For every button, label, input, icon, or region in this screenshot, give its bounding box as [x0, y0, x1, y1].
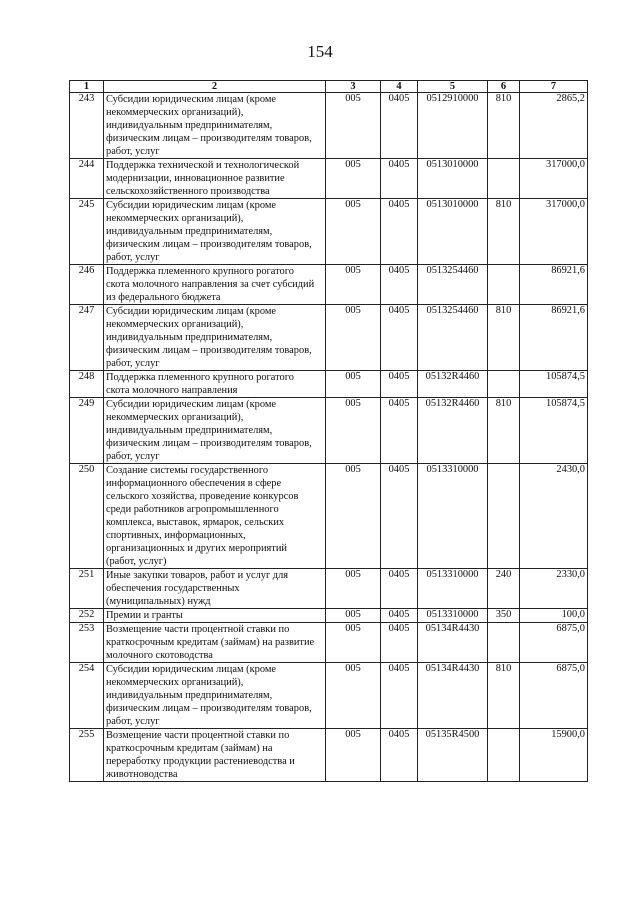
- row-name-line: Поддержка племенного крупного рогатого: [106, 372, 294, 383]
- row-name-line: Субсидии юридическим лицам (кроме: [106, 94, 277, 105]
- row-name: [104, 159, 326, 199]
- row-amount: 6875,0: [520, 663, 588, 729]
- row-number: 254: [70, 663, 104, 729]
- table-row: [70, 265, 588, 305]
- table-row: [70, 159, 588, 199]
- row-name: [104, 398, 326, 464]
- row-name-line: физическим лицам – производителям товаров,: [106, 345, 312, 356]
- row-name-line: некоммерческих организаций),: [106, 213, 244, 224]
- row-name-line: работ, услуг: [106, 358, 160, 369]
- row-name-line: краткосрочным кредитам (займам) на развитие: [106, 637, 315, 648]
- row-number: 253: [70, 623, 104, 663]
- row-name-line: физическим лицам – производителям товаров,: [106, 133, 312, 144]
- row-number: 246: [70, 265, 104, 305]
- ministry-code: 005: [326, 398, 381, 464]
- expense-type-code: [488, 729, 520, 782]
- row-name-line: спортивных, информационных,: [106, 530, 246, 541]
- target-article-code: 0513010000: [418, 199, 488, 265]
- row-amount: 100,0: [520, 609, 588, 623]
- row-name-line: модернизации, инновационное развитие: [106, 173, 285, 184]
- row-amount: 105874,5: [520, 371, 588, 398]
- row-name-line: Субсидии юридическим лицам (кроме: [106, 399, 277, 410]
- row-amount: 2430,0: [520, 464, 588, 569]
- row-amount: 317000,0: [520, 199, 588, 265]
- row-name-line: краткосрочным кредитам (займам) на: [106, 743, 273, 754]
- target-article-code: 0513254460: [418, 305, 488, 371]
- expense-type-code: 350: [488, 609, 520, 623]
- table-row: [70, 464, 588, 569]
- expense-type-code: [488, 159, 520, 199]
- target-article-code: 0513310000: [418, 464, 488, 569]
- section-code: 0405: [381, 93, 418, 159]
- ministry-code: 005: [326, 729, 381, 782]
- row-name-line: индивидуальным предпринимателям,: [106, 120, 273, 131]
- row-name-line: физическим лицам – производителям товаров,: [106, 239, 312, 250]
- table-row: [70, 305, 588, 371]
- row-name-line: комплекса, выставок, ярмарок, сельских: [106, 517, 285, 528]
- table-row: [70, 93, 588, 159]
- target-article-code: 0513010000: [418, 159, 488, 199]
- row-name-line: сельскохозяйственного производства: [106, 186, 270, 197]
- row-name-line: организационных и других мероприятий: [106, 543, 287, 554]
- target-article-code: 05132R4460: [418, 398, 488, 464]
- ministry-code: 005: [326, 569, 381, 609]
- row-number: 247: [70, 305, 104, 371]
- row-name-line: скота молочного направления за счет субсидий: [106, 279, 315, 290]
- target-article-code: 05134R4430: [418, 623, 488, 663]
- row-amount: 86921,6: [520, 265, 588, 305]
- row-name-line: Субсидии юридическим лицам (кроме: [106, 200, 277, 211]
- expense-type-code: 240: [488, 569, 520, 609]
- row-name-line: Возмещение части процентной ставки по: [106, 624, 290, 635]
- section-code: 0405: [381, 398, 418, 464]
- row-name: [104, 663, 326, 729]
- row-name: [104, 569, 326, 609]
- section-code: 0405: [381, 371, 418, 398]
- section-code: 0405: [381, 159, 418, 199]
- target-article-code: 05132R4460: [418, 371, 488, 398]
- table-row: [70, 199, 588, 265]
- table-row: [70, 663, 588, 729]
- row-name-line: Поддержка технической и технологической: [106, 160, 300, 171]
- section-code: 0405: [381, 199, 418, 265]
- column-header-1: 1: [70, 81, 104, 93]
- ministry-code: 005: [326, 159, 381, 199]
- section-code: 0405: [381, 623, 418, 663]
- ministry-code: 005: [326, 609, 381, 623]
- row-name: [104, 371, 326, 398]
- ministry-code: 005: [326, 265, 381, 305]
- expense-type-code: 810: [488, 199, 520, 265]
- ministry-code: 005: [326, 305, 381, 371]
- row-name-line: скота молочного направления: [106, 385, 238, 396]
- table-row: [70, 729, 588, 782]
- table-row: [70, 609, 588, 623]
- column-header-3: 3: [326, 81, 381, 93]
- row-number: 244: [70, 159, 104, 199]
- row-name-line: работ, услуг: [106, 146, 160, 157]
- row-name-line: работ, услуг: [106, 716, 160, 727]
- row-name-line: индивидуальным предпринимателям,: [106, 226, 273, 237]
- row-amount: 2330,0: [520, 569, 588, 609]
- section-code: 0405: [381, 569, 418, 609]
- target-article-code: 0513254460: [418, 265, 488, 305]
- target-article-code: 0513310000: [418, 609, 488, 623]
- row-name-line: Создание системы государственного: [106, 465, 269, 476]
- column-header-6: 6: [488, 81, 520, 93]
- page-number: 154: [307, 42, 333, 61]
- expense-type-code: 810: [488, 398, 520, 464]
- expense-type-code: [488, 623, 520, 663]
- row-number: 249: [70, 398, 104, 464]
- row-name-line: животноводства: [106, 769, 178, 780]
- column-header-2: 2: [104, 81, 326, 93]
- row-name-line: физическим лицам – производителям товаров,: [106, 438, 312, 449]
- column-header-7: 7: [520, 81, 588, 93]
- table-row: [70, 569, 588, 609]
- target-article-code: 0512910000: [418, 93, 488, 159]
- row-name-line: сельского хозяйства, проведение конкурсов: [106, 491, 299, 502]
- ministry-code: 005: [326, 371, 381, 398]
- row-number: 250: [70, 464, 104, 569]
- section-code: 0405: [381, 305, 418, 371]
- target-article-code: 05135R4500: [418, 729, 488, 782]
- row-name: [104, 305, 326, 371]
- row-name: [104, 729, 326, 782]
- row-number: 255: [70, 729, 104, 782]
- row-name-line: работ, услуг: [106, 451, 160, 462]
- row-name: [104, 464, 326, 569]
- section-code: 0405: [381, 729, 418, 782]
- row-name-line: обеспечения государственных: [106, 583, 240, 594]
- row-number: 245: [70, 199, 104, 265]
- expense-type-code: [488, 371, 520, 398]
- expense-type-code: 810: [488, 305, 520, 371]
- table-row: [70, 398, 588, 464]
- row-name: [104, 265, 326, 305]
- ministry-code: 005: [326, 199, 381, 265]
- row-name-line: Возмещение части процентной ставки по: [106, 730, 290, 741]
- row-name-line: Премии и гранты: [106, 610, 183, 621]
- row-number: 248: [70, 371, 104, 398]
- row-name-line: некоммерческих организаций),: [106, 412, 244, 423]
- ministry-code: 005: [326, 663, 381, 729]
- row-name-line: индивидуальным предпринимателям,: [106, 425, 273, 436]
- section-code: 0405: [381, 663, 418, 729]
- expense-type-code: 810: [488, 663, 520, 729]
- row-name-line: некоммерческих организаций),: [106, 319, 244, 330]
- column-header-5: 5: [418, 81, 488, 93]
- row-name-line: переработку продукции растениеводства и: [106, 756, 295, 767]
- row-amount: 6875,0: [520, 623, 588, 663]
- row-name-line: среди работников агропромышленного: [106, 504, 279, 515]
- row-name-line: индивидуальным предпринимателям,: [106, 332, 273, 343]
- row-amount: 86921,6: [520, 305, 588, 371]
- section-code: 0405: [381, 464, 418, 569]
- target-article-code: 05134R4430: [418, 663, 488, 729]
- column-header-4: 4: [381, 81, 418, 93]
- row-name-line: Субсидии юридическим лицам (кроме: [106, 664, 277, 675]
- ministry-code: 005: [326, 623, 381, 663]
- row-amount: 15900,0: [520, 729, 588, 782]
- section-code: 0405: [381, 265, 418, 305]
- row-name: [104, 609, 326, 623]
- section-code: 0405: [381, 609, 418, 623]
- row-name: [104, 93, 326, 159]
- row-amount: 317000,0: [520, 159, 588, 199]
- row-name: [104, 199, 326, 265]
- expense-type-code: [488, 265, 520, 305]
- expense-type-code: [488, 464, 520, 569]
- row-name-line: молочного скотоводства: [106, 650, 213, 661]
- row-number: 243: [70, 93, 104, 159]
- row-name-line: индивидуальным предпринимателям,: [106, 690, 273, 701]
- row-amount: 105874,5: [520, 398, 588, 464]
- row-name: [104, 623, 326, 663]
- budget-table: [69, 80, 588, 782]
- row-name-line: Иные закупки товаров, работ и услуг для: [106, 570, 289, 581]
- row-name-line: (муниципальных) нужд: [106, 596, 211, 607]
- table-row: [70, 623, 588, 663]
- row-name-line: (работ, услуг): [106, 556, 167, 567]
- ministry-code: 005: [326, 93, 381, 159]
- row-number: 251: [70, 569, 104, 609]
- target-article-code: 0513310000: [418, 569, 488, 609]
- ministry-code: 005: [326, 464, 381, 569]
- row-name-line: некоммерческих организаций),: [106, 677, 244, 688]
- table-body: [70, 93, 588, 782]
- row-name-line: из федерального бюджета: [106, 292, 221, 303]
- expense-type-code: 810: [488, 93, 520, 159]
- header-row: [70, 81, 588, 93]
- row-number: 252: [70, 609, 104, 623]
- row-name-line: физическим лицам – производителям товаров,: [106, 703, 312, 714]
- row-name-line: Поддержка племенного крупного рогатого: [106, 266, 294, 277]
- row-amount: 2865,2: [520, 93, 588, 159]
- row-name-line: Субсидии юридическим лицам (кроме: [106, 306, 277, 317]
- row-name-line: работ, услуг: [106, 252, 160, 263]
- table-row: [70, 371, 588, 398]
- row-name-line: некоммерческих организаций),: [106, 107, 244, 118]
- row-name-line: информационного обеспечения в сфере: [106, 478, 282, 489]
